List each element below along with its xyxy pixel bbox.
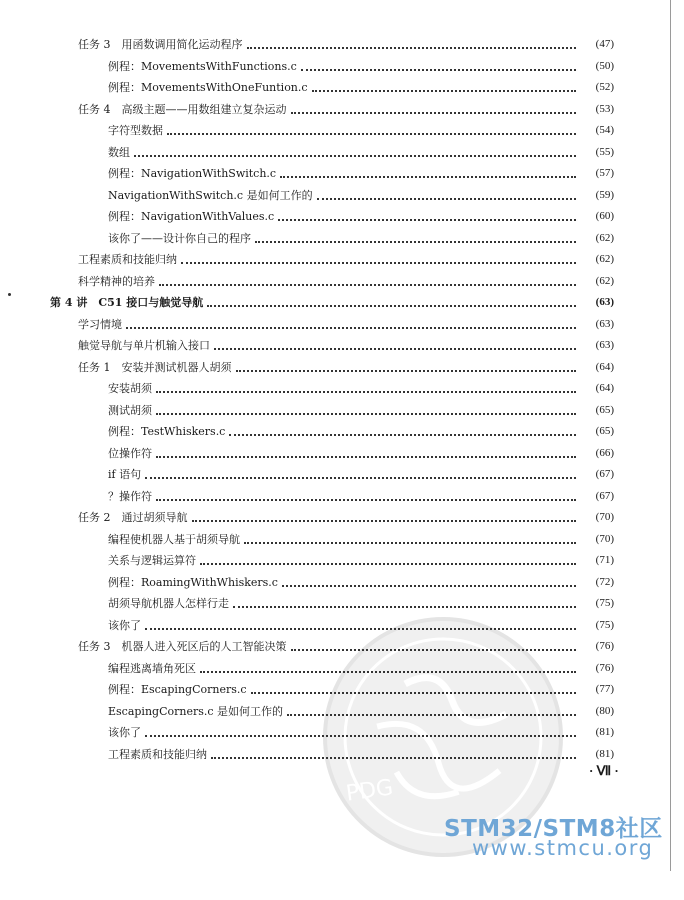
toc-entry-title: 工程素质和技能归纳 — [78, 253, 177, 266]
toc-entry — [108, 550, 614, 570]
toc-entry-page: (64) — [595, 382, 614, 394]
toc-dot-leader — [200, 661, 576, 673]
toc-entry-page: (67) — [595, 468, 614, 480]
toc-entry-title: 任务 1 安装并测试机器人胡须 — [78, 360, 232, 374]
toc-entry — [50, 292, 614, 312]
toc-entry — [108, 400, 614, 420]
toc-dot-leader — [278, 209, 576, 221]
toc-dot-leader — [192, 510, 577, 522]
toc-entry-title: 任务 3 用函数调用简化运动程序 — [78, 38, 243, 51]
toc-dot-leader — [291, 639, 577, 651]
toc-entry-page: (50) — [595, 59, 614, 72]
toc-entry-page: (67) — [595, 489, 614, 502]
toc-entry-title: 该你了 — [108, 618, 141, 632]
toc-dot-leader — [211, 747, 576, 759]
toc-dot-leader — [145, 618, 576, 630]
toc-entry-title: 任务 4 高级主题——用数组建立复杂运动 — [78, 102, 287, 116]
toc-entry-page: (70) — [595, 532, 614, 545]
toc-entry-page: (66) — [595, 446, 614, 459]
toc-entry-title: ？操作符 — [108, 489, 152, 503]
toc-entry-title: NavigationWithSwitch.c 是如何工作的 — [108, 188, 313, 202]
toc-entry — [108, 744, 614, 764]
toc-dot-leader — [251, 682, 576, 694]
watermark-brand: STM32/STM8社区 — [444, 816, 663, 842]
toc-entry-page: (65) — [595, 425, 614, 437]
toc-entry-page: (70) — [595, 511, 614, 523]
toc-entry-title: 例程：NavigationWithSwitch.c — [108, 167, 277, 180]
toc-entry-title: 编程使机器人基于胡须导航 — [108, 532, 240, 546]
toc-dot-leader — [156, 446, 576, 458]
toc-dot-leader — [156, 381, 576, 393]
toc-entry-page: (76) — [595, 640, 614, 652]
toc-entry-page: (53) — [595, 102, 614, 115]
toc-entry-page: (76) — [595, 661, 614, 674]
toc-entry-title: 例程：TestWhiskers.c — [108, 425, 226, 438]
toc-entry-title: 任务 3 机器人进入死区后的人工智能决策 — [78, 640, 287, 653]
toc-entry — [108, 421, 614, 441]
toc-entry — [108, 228, 614, 248]
toc-entry-page: (81) — [595, 726, 614, 738]
toc-dot-leader — [167, 123, 576, 135]
toc-entry-title: 例程：MovementsWithFunctions.c — [108, 59, 297, 73]
toc-entry-page: (57) — [595, 167, 614, 179]
toc-entry-page: (62) — [595, 274, 614, 287]
toc-entry-title: 学习情境 — [78, 317, 122, 331]
toc-entry-page: (77) — [595, 683, 614, 695]
toc-entry — [108, 185, 614, 205]
toc-entry-page: (52) — [595, 81, 614, 93]
toc-entry — [108, 701, 614, 721]
toc-entry — [108, 378, 614, 398]
toc-entry-title: 该你了 — [108, 726, 141, 739]
toc-dot-leader — [126, 317, 576, 329]
toc-dot-leader — [145, 725, 576, 737]
toc-dot-leader — [181, 252, 576, 264]
toc-dot-leader — [200, 553, 576, 565]
toc-entry-page: (75) — [595, 597, 614, 609]
toc-dot-leader — [134, 145, 576, 157]
toc-entry — [78, 99, 614, 119]
toc-dot-leader — [159, 274, 576, 286]
toc-dot-leader — [312, 80, 576, 92]
toc-entry — [108, 120, 614, 140]
toc-entry-page: (65) — [595, 403, 614, 416]
toc-entry — [78, 34, 614, 54]
toc-entry — [108, 679, 614, 699]
toc-dot-leader — [301, 59, 576, 71]
toc-entry-page: (63) — [595, 296, 614, 308]
toc-entry-title: 科学精神的培养 — [78, 274, 155, 288]
toc-entry — [78, 271, 614, 291]
toc-entry-page: (72) — [595, 575, 614, 588]
toc-entry — [108, 443, 614, 463]
toc-entry — [78, 357, 614, 377]
toc-dot-leader — [247, 37, 577, 49]
toc-entry-page: (63) — [595, 339, 614, 351]
toc-dot-leader — [156, 403, 576, 415]
toc-entry — [78, 249, 614, 269]
toc-entry-title: EscapingCorners.c 是如何工作的 — [108, 704, 284, 718]
toc-dot-leader — [207, 295, 576, 307]
toc-entry-title: 例程：MovementsWithOneFuntion.c — [108, 81, 308, 94]
toc-entry-title: 触觉导航与单片机输入接口 — [78, 339, 210, 352]
toc-entry-title: 字符型数据 — [108, 124, 163, 137]
toc-entry — [78, 636, 614, 656]
toc-entry — [108, 486, 614, 506]
toc-entry — [108, 77, 614, 97]
toc-entry-page: (64) — [595, 360, 614, 373]
toc-entry-title: 工程素质和技能归纳 — [108, 747, 207, 761]
toc-dot-leader — [317, 188, 576, 200]
toc-entry — [108, 163, 614, 183]
toc-dot-leader — [156, 489, 576, 501]
toc-entry-page: (60) — [595, 210, 614, 222]
watermark-url: www.stmcu.org — [472, 836, 654, 860]
toc-entry-title: 数组 — [108, 145, 130, 159]
toc-entry-title: 第 4 讲 C51 接口与触觉导航 — [50, 296, 204, 309]
page-number: · Ⅶ · — [589, 763, 619, 778]
toc-entry — [108, 142, 614, 162]
toc-entry-title: 例程：NavigationWithValues.c — [108, 210, 275, 223]
toc-entry — [108, 593, 614, 613]
toc-entry — [108, 56, 614, 76]
toc-entry-page: (81) — [595, 747, 614, 760]
toc-entry-title: 测试胡须 — [108, 403, 152, 417]
toc-entry-title: if 语句 — [108, 468, 142, 481]
toc-entry-page: (47) — [595, 38, 614, 50]
toc-dot-leader — [236, 360, 577, 372]
toc-entry-title: 安装胡须 — [108, 382, 152, 395]
toc-entry-title: 关系与逻辑运算符 — [108, 554, 196, 567]
toc-dot-leader — [229, 424, 576, 436]
toc-dot-leader — [255, 231, 576, 243]
margin-dot — [8, 293, 11, 296]
toc-entry-title: 任务 2 通过胡须导航 — [78, 511, 188, 524]
toc-entry-title: 位操作符 — [108, 446, 152, 460]
toc-entry-page: (71) — [595, 554, 614, 566]
toc-entry — [108, 529, 614, 549]
toc-entry — [108, 722, 614, 742]
toc-entry — [108, 572, 614, 592]
toc-entry — [108, 615, 614, 635]
toc-entry-title: 该你了——设计你自己的程序 — [108, 231, 251, 245]
toc-entry-page: (55) — [595, 145, 614, 158]
toc-entry-title: 编程逃离墙角死区 — [108, 661, 196, 675]
toc-entry-page: (80) — [595, 704, 614, 717]
toc-entry-title: 胡须导航机器人怎样行走 — [108, 597, 229, 610]
toc-dot-leader — [282, 575, 576, 587]
toc-entry — [78, 335, 614, 355]
toc-entry-title: 例程：EscapingCorners.c — [108, 683, 247, 696]
toc-dot-leader — [233, 596, 576, 608]
toc-dot-leader — [291, 102, 577, 114]
toc-entry — [78, 507, 614, 527]
toc-entry-page: (54) — [595, 124, 614, 136]
toc-dot-leader — [145, 467, 576, 479]
toc-entry-page: (75) — [595, 618, 614, 631]
toc-dot-leader — [214, 338, 576, 350]
toc-dot-leader — [280, 166, 576, 178]
toc-dot-leader — [287, 704, 576, 716]
toc-entry — [78, 314, 614, 334]
toc-entry-page: (62) — [595, 253, 614, 265]
toc-entry-page: (63) — [595, 317, 614, 330]
toc-entry — [108, 658, 614, 678]
toc-entry — [108, 206, 614, 226]
toc-entry-page: (59) — [595, 188, 614, 201]
stamp-text: PDG — [344, 775, 395, 807]
toc-dot-leader — [244, 532, 576, 544]
toc-entry — [108, 464, 614, 484]
toc-entry-title: 例程：RoamingWithWhiskers.c — [108, 575, 278, 589]
toc-entry-page: (62) — [595, 231, 614, 244]
